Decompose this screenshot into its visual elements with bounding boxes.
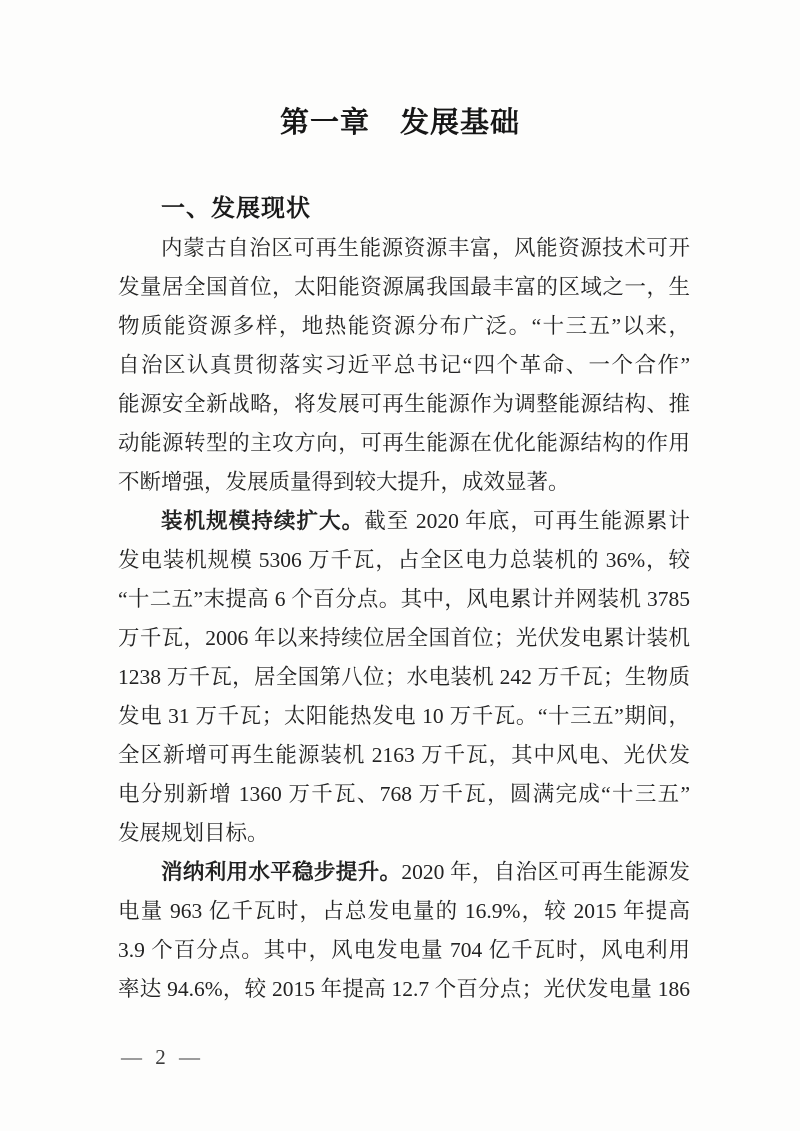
text-line: 电量 963 亿千瓦时，占总发电量的 16.9%，较 2015 年提高 (118, 899, 690, 923)
text-line: 万千瓦，2006 年以来持续位居全国首位；光伏发电累计装机 (118, 626, 690, 650)
paragraph-lead-bold: 装机规模持续扩大。 (161, 509, 365, 533)
text-line: 内蒙古自治区可再生能源资源丰富，风能资源技术可开 (161, 236, 690, 260)
text-line: 发电装机规模 5306 万千瓦，占全区电力总装机的 36%，较 (118, 548, 690, 572)
paragraph (118, 502, 690, 853)
paragraph (118, 229, 690, 502)
chapter-title: 第一章 发展基础 (279, 107, 520, 139)
text-line: 消纳利用水平稳步提升。2020 年，自治区可再生能源发 (161, 860, 690, 884)
text-line: 全区新增可再生能源装机 2163 万千瓦，其中风电、光伏发 (118, 743, 690, 767)
text-line: 能源安全新战略，将发展可再生能源作为调整能源结构、推 (118, 392, 690, 416)
section-heading: 一、发展现状 (161, 195, 311, 222)
text-line: 发展规划目标。 (118, 821, 269, 845)
text-line: “十二五”末提高 6 个百分点。其中，风电累计并网装机 3785 (118, 587, 690, 611)
text-line: 发量居全国首位，太阳能资源属我国最丰富的区域之一，生 (118, 275, 690, 299)
page-number: — 2 — (121, 1045, 204, 1069)
text-line: 物质能资源多样，地热能资源分布广泛。“十三五”以来， (118, 314, 690, 338)
text-line: 率达 94.6%，较 2015 年提高 12.7 个百分点；光伏发电量 186 (118, 977, 690, 1001)
text-line: 动能源转型的主攻方向，可再生能源在优化能源结构的作用 (118, 431, 690, 455)
text-line: 1238 万千瓦，居全国第八位；水电装机 242 万千瓦；生物质 (118, 665, 690, 689)
text-line: 自治区认真贯彻落实习近平总书记“四个革命、一个合作” (118, 353, 690, 377)
paragraph (118, 853, 690, 1009)
text-line: 装机规模持续扩大。截至 2020 年底，可再生能源累计 (161, 509, 690, 533)
paragraph-lead-bold: 消纳利用水平稳步提升。 (161, 860, 402, 884)
text-line: 3.9 个百分点。其中，风电发电量 704 亿千瓦时，风电利用 (118, 938, 690, 962)
text-line: 不断增强，发展质量得到较大提升，成效显著。 (118, 470, 570, 494)
body-text (118, 229, 690, 1009)
text-line: 发电 31 万千瓦；太阳能热发电 10 万千瓦。“十三五”期间， (118, 704, 690, 728)
text-line: 电分别新增 1360 万千瓦、768 万千瓦，圆满完成“十三五” (118, 782, 690, 806)
